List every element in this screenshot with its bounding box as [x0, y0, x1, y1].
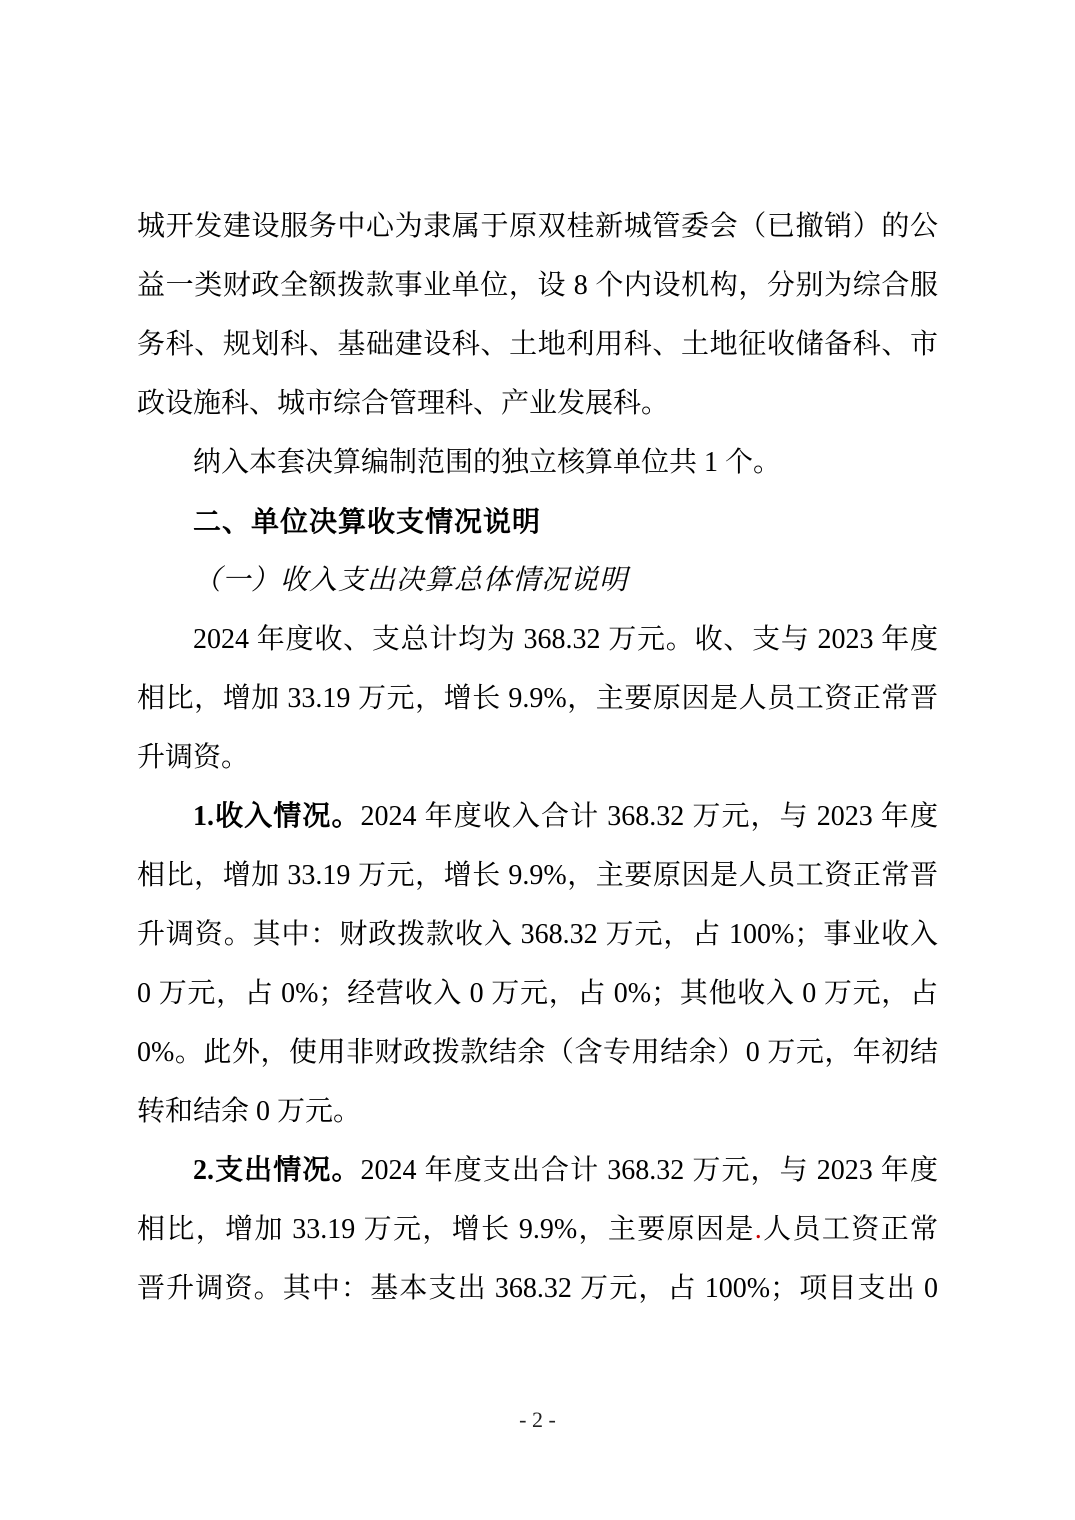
page-number: - 2 -	[519, 1407, 556, 1432]
body-text: 2024 年度支出合计 368.32 万元，与 2023 年度	[360, 1155, 938, 1186]
body-line: 升调资。	[137, 742, 250, 773]
body-line: 晋升调资。其中：基本支出 368.32 万元，占 100%；项目支出 0	[137, 1273, 938, 1304]
body-line	[137, 787, 938, 846]
body-line: 0 万元，占 0%；经营收入 0 万元，占 0%；其他收入 0 万元，占	[137, 978, 938, 1009]
body-line: 益一类财政全额拨款事业单位，设 8 个内设机构，分别为综合服	[137, 270, 938, 301]
body-line: 升调资。其中：财政拨款收入 368.32 万元，占 100%；事业收入	[137, 919, 938, 950]
body-line: 纳入本套决算编制范围的独立核算单位共 1 个。	[193, 447, 782, 478]
body-line: 转和结余 0 万元。	[137, 1096, 362, 1127]
body-text: 2024 年度收入合计 368.32 万元，与 2023 年度	[360, 801, 938, 832]
body-line	[137, 1141, 938, 1200]
body-line: 相比，增加 33.19 万元，增长 9.9%，主要原因是人员工资正常晋	[137, 860, 938, 891]
body-line: 相比，增加 33.19 万元，增长 9.9%，主要原因是人员工资正常晋	[137, 683, 938, 714]
body-text: 相比，增加 33.19 万元，增长 9.9%，主要原因是	[137, 1214, 755, 1245]
body-line: 城开发建设服务中心为隶属于原双桂新城管委会（已撤销）的公	[137, 211, 938, 242]
body-line: 0%。此外，使用非财政拨款结余（含专用结余）0 万元，年初结	[137, 1037, 938, 1068]
document-body	[137, 197, 938, 1318]
body-line: 2024 年度收、支总计均为 368.32 万元。收、支与 2023 年度	[193, 624, 938, 655]
paragraph-lead-bold: 2.支出情况。	[193, 1155, 361, 1186]
body-line	[137, 1200, 938, 1259]
body-line: 务科、规划科、基础建设科、土地利用科、土地征收储备科、市	[137, 329, 938, 360]
red-period-mark: .	[754, 1214, 762, 1245]
section-heading: 二、单位决算收支情况说明	[193, 506, 542, 537]
subsection-heading: （一）收入支出决算总体情况说明	[193, 565, 629, 596]
paragraph-lead-bold: 1.收入情况。	[193, 801, 361, 832]
body-text: 人员工资正常	[761, 1214, 938, 1245]
body-line: 政设施科、城市综合管理科、产业发展科。	[137, 388, 670, 419]
